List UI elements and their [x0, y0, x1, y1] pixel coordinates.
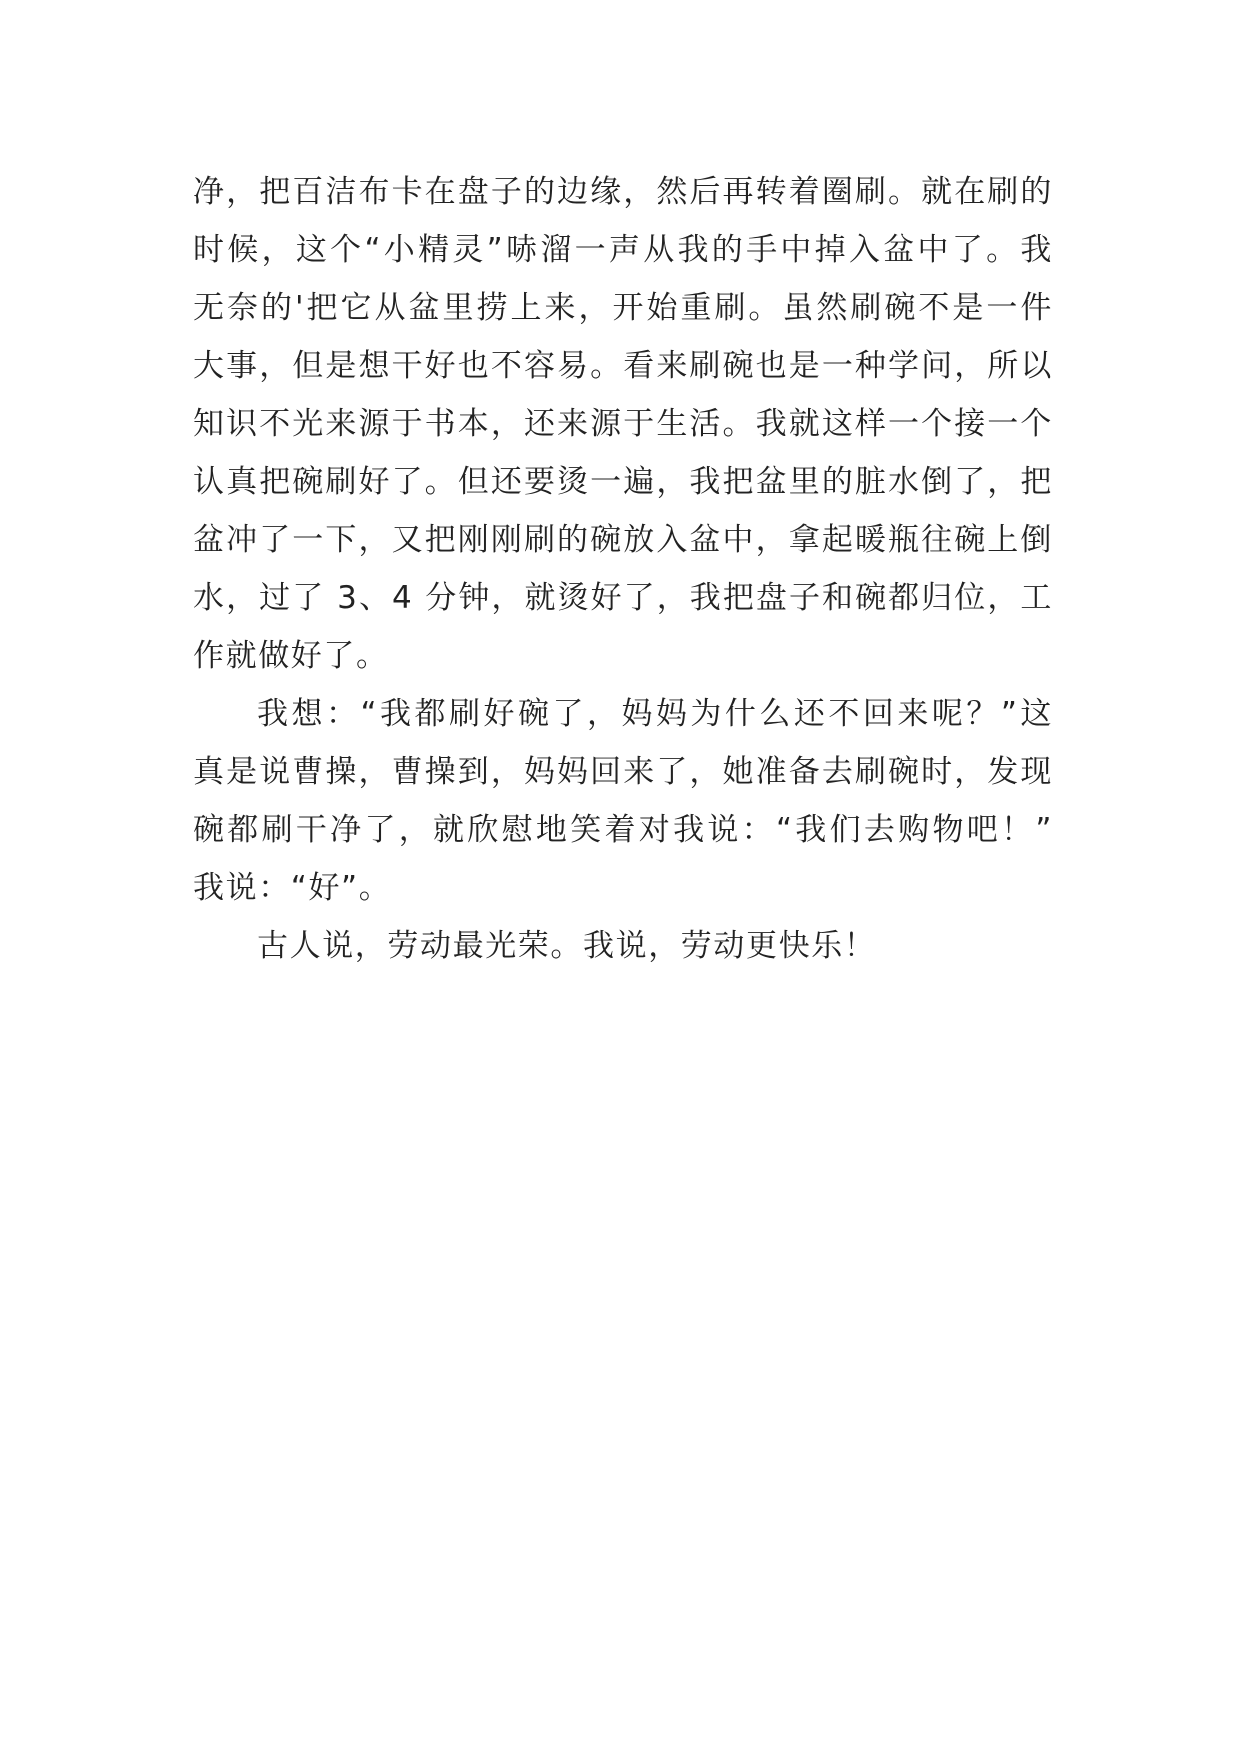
text-line: 真是说曹操，曹操到，妈妈回来了，她准备去刷碗时，发现 [193, 754, 1053, 790]
text-line: 盆冲了一下，又把刚刚刷的碗放入盆中，拿起暖瓶往碗上倒 [193, 522, 1053, 558]
paragraph-start-line: 古人说，劳动最光荣。我说，劳动更快乐！ [257, 928, 877, 964]
text-line: 我说：“好”。 [193, 870, 392, 906]
essay-text [193, 163, 1053, 975]
text-line: 知识不光来源于书本，还来源于生活。我就这样一个接一个 [193, 406, 1053, 442]
text-line: 无奈的'把它从盆里捞上来，开始重刷。虽然刷碗不是一件 [193, 290, 1053, 326]
text-line: 水，过了 3、4 分钟，就烫好了，我把盘子和碗都归位，工 [193, 580, 1053, 616]
text-line: 作就做好了。 [193, 638, 389, 674]
text-line: 大事，但是想干好也不容易。看来刷碗也是一种学问，所以 [193, 348, 1053, 384]
paragraph-start-line: 我想：“我都刷好碗了，妈妈为什么还不回来呢？”这 [257, 696, 1053, 732]
text-line: 认真把碗刷好了。但还要烫一遍，我把盆里的脏水倒了，把 [193, 464, 1053, 500]
text-line: 碗都刷干净了，就欣慰地笑着对我说：“我们去购物吧！” [193, 812, 1053, 848]
text-line: 时候，这个“小精灵”哧溜一声从我的手中掉入盆中了。我 [193, 232, 1053, 268]
text-line: 净，把百洁布卡在盘子的边缘，然后再转着圈刷。就在刷的 [193, 174, 1053, 210]
